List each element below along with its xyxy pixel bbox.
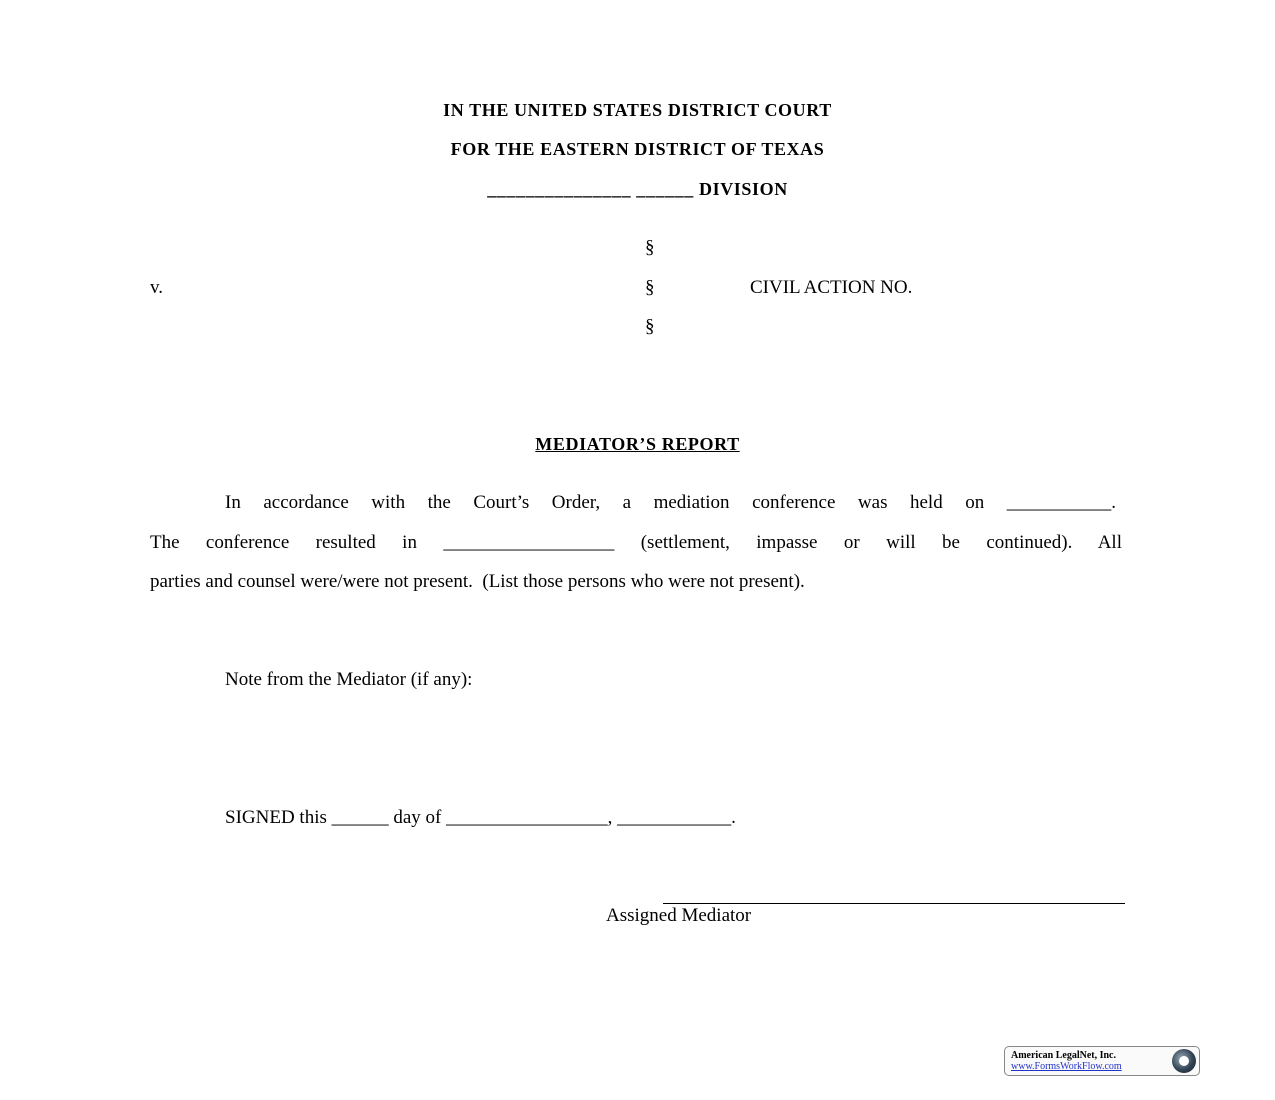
body-line-3: parties and counsel were/were not present. (List those persons who were not present). [150, 571, 805, 592]
section-symbol: § [645, 237, 655, 258]
civil-action-label: CIVIL ACTION NO. [750, 277, 913, 298]
globe-icon [1172, 1049, 1196, 1073]
footer-logo [1004, 1046, 1200, 1076]
section-symbol: § [645, 277, 655, 298]
district-heading: FOR THE EASTERN DISTRICT OF TEXAS [450, 139, 825, 159]
signed-line: SIGNED this ______ day of _________________, ____________. [225, 807, 736, 828]
document-title: MEDIATOR’S REPORT [535, 434, 740, 454]
versus-label: v. [150, 277, 164, 298]
court-heading: IN THE UNITED STATES DISTRICT COURT [443, 100, 832, 120]
body-line-2: The conference resulted in __________________ (settlement, impasse or will be continued). All [150, 532, 1122, 553]
signature-line [663, 903, 1125, 904]
logo-url-link[interactable]: www.FormsWorkFlow.com [1011, 1061, 1122, 1072]
mediator-note-label: Note from the Mediator (if any): [225, 669, 473, 690]
assigned-mediator-label: Assigned Mediator [606, 905, 752, 926]
section-symbol: § [645, 316, 655, 337]
logo-company: American LegalNet, Inc. [1011, 1050, 1116, 1061]
division-heading: _______________ ______ DIVISION [487, 179, 788, 199]
body-line-1: In accordance with the Court’s Order, a mediation conference was held on ___________. [225, 492, 1116, 513]
